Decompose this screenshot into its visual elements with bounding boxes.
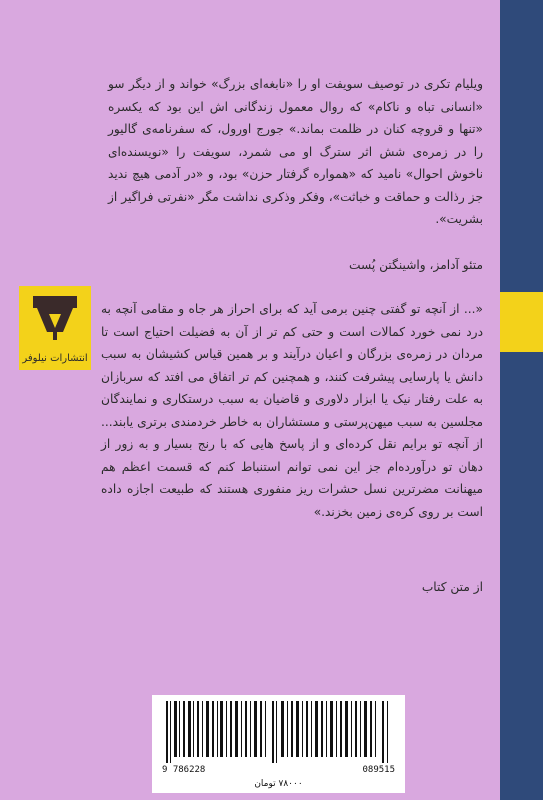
excerpt-source: از متن کتاب xyxy=(421,580,483,594)
book-excerpt: «... از آنچه تو گفتی چنین برمی آید که برای احراز هر جاه و مقامی آنچه به درد نمی خورد کمالات است و حتی کم تر از آن به فضیلت احتیاج است تا مردان در زمره‌ی بزرگان و اعیان درآیند و بر همین قیاس کشیشان به سبب دانش یا پارسایی پیشرفت کنند، و همچنین کم تر اتفاق می افتد که سربازان به علت رفتار نیک یا ابزار دلاوری و قاضیان به سبب درستکاری و نمایندگان مجلسین به سبب میهن‌پرستی و مستشاران به خاطر خردمندی برتری یابند... از آنچه تو برایم نقل کرده‌ای و از پاسخ هایی که با رنج بسیار و به زور از دهان تو درآورده‌ام جز این نمی توانم استنباط کنم که قسمت اعظم هم میهنانت مضرترین نسل حشرات ریز منفوری هستند که طبیعت اجازه داده است بر روی کره‌ی زمین بخزند.» xyxy=(101,302,483,519)
publisher-logo xyxy=(19,286,91,370)
barcode-label xyxy=(152,695,405,793)
publisher-name: انتشارات نیلوفر xyxy=(22,353,88,364)
publisher-emblem-icon xyxy=(29,292,81,344)
barcode-number-left: 9 786228 xyxy=(162,765,206,775)
barcode-number xyxy=(162,765,395,775)
spine xyxy=(500,0,543,800)
barcode-number-right: 089515 xyxy=(362,765,395,775)
barcode-icon xyxy=(162,701,395,763)
review-attribution: متئو آدامز، واشینگتن پُست xyxy=(349,258,483,272)
price-label: ۷۸۰۰۰ تومان xyxy=(254,779,303,789)
review-quote: ویلیام تکری در توصیف سویفت او را «نابغه‌ای بزرگ» خواند و از دیگر سو «انسانی تباه و ناکام» که روال معمول زندگانی اش این بود که یکسره «تنها و قروچه کنان در ظلمت بماند.» جورج اورول، که سفرنامه‌ی گالیور را در زمره‌ی شش اثر سترگ او می شمرد، سویفت را «نویسنده‌ای ناخوش احوال» نامید که «همواره گرفتار حزن» بود، و «در آدمی هیچ ندید جز رذالت و حماقت و خباثت»، وفکر وذکری نداشت مگر «نفرتی فراگیر از بشریت». xyxy=(108,77,483,226)
spine-stripe xyxy=(500,292,543,352)
